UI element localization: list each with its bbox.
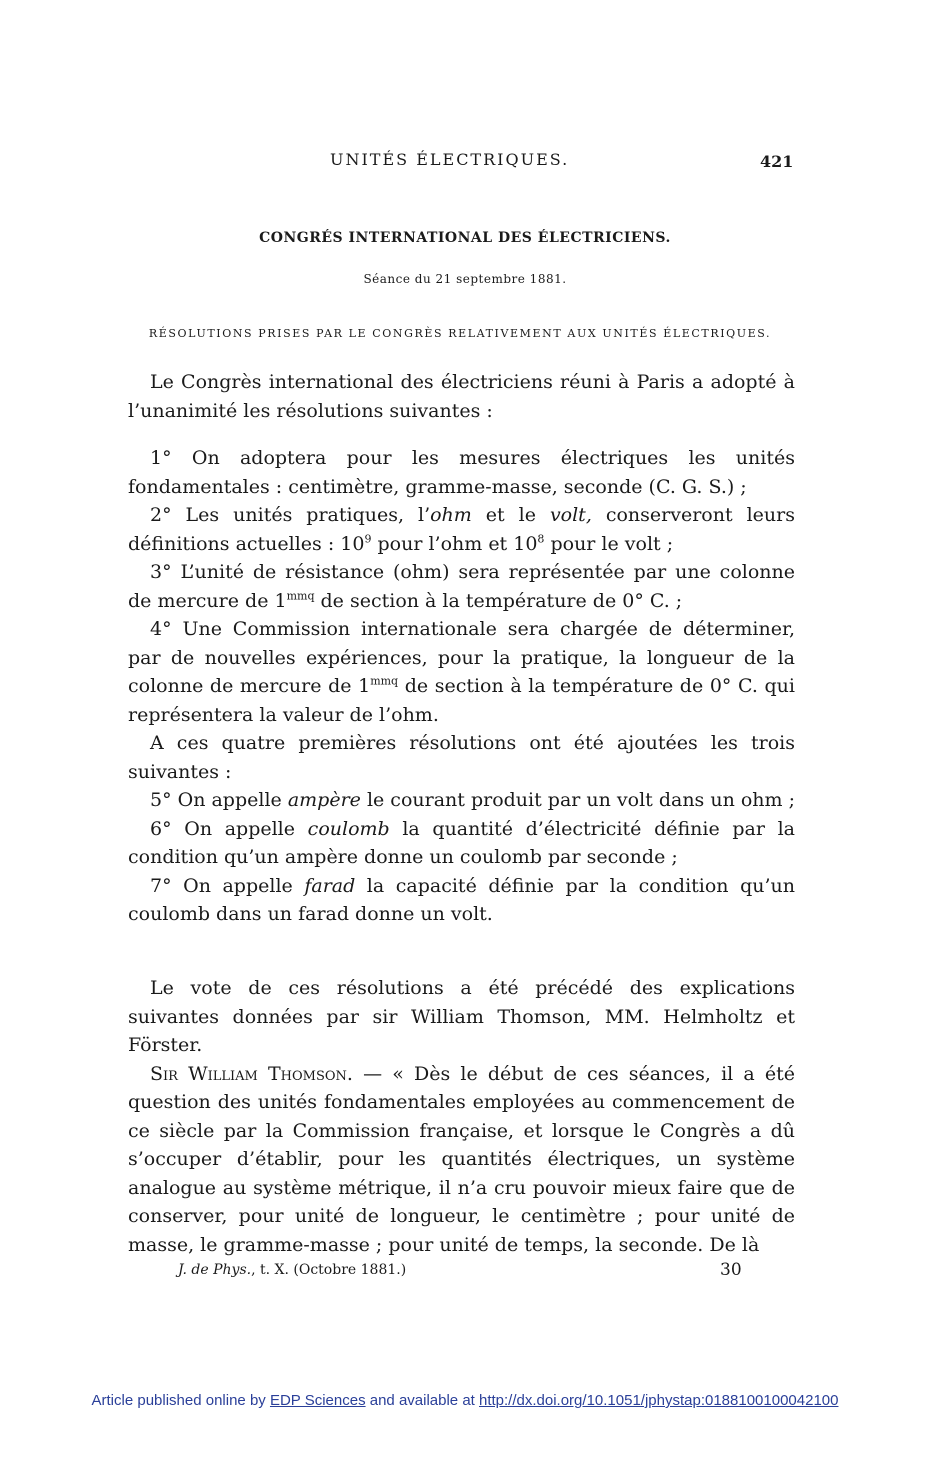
intro-paragraph (128, 368, 795, 425)
article-title: CONGRÉS INTERNATIONAL DES ÉLECTRICIENS. (259, 230, 671, 246)
resolutions-list (128, 444, 795, 929)
additional-resolutions-note: A ces quatre premières résolutions ont été ajoutées les trois suivantes : (128, 732, 795, 783)
running-title: UNITÉS ÉLECTRIQUES. (330, 150, 570, 169)
vote-paragraph: Le vote de ces résolutions a été précédé des explications suivantes données par sir William Thomson, MM. Helmholtz et Förster. (128, 977, 795, 1056)
thomson-speech: — « Dès le début de ces séances, il a été question des unités fondamentales employées au commencement de ce siècle par la Commission française, et lorsque le Congrès a dû s’occuper d’établir, pour les quantités électriques, un système analogue au système métrique, il n’a cru pouvoir mieux faire que de conserver, pour unité de longueur, le centimètre ; pour unité de masse, le gramme-masse ; pour unité de temps, la seconde. De là (128, 1062, 795, 1256)
speaker-name: Sir William Thomson. (150, 1062, 353, 1085)
resolutions-heading: RÉSOLUTIONS PRISES PAR LE CONGRÈS RELATIVEMENT AUX UNITÉS ÉLECTRIQUES. (148, 327, 772, 340)
doi-link[interactable]: http://dx.doi.org/10.1051/jphystap:0188100100042100 (479, 1392, 839, 1409)
journal-citation: J. de Phys., t. X. (Octobre 1881.) (178, 1262, 407, 1278)
thomson-paragraph (128, 1060, 795, 1260)
resolution-5: 5° On appelle ampère le courant produit par un volt dans un ohm ; (150, 789, 795, 811)
page-number: 421 (760, 152, 794, 171)
resolution-1: 1° On adoptera pour les mesures électriques les unités fondamentales : centimètre, gramme-masse, seconde (C. G. S.) ; (128, 447, 795, 498)
explanations-section (128, 974, 795, 1259)
resolution-4: 4° Une Commission internationale sera chargée de déterminer, par de nouvelles expériences, pour la pratique, la longueur de la colonne de mercure de $1^{mmq}$ de section à la température de 0° C. qui représentera la valeur de l’ohm. (128, 618, 795, 726)
session-date: Séance du 21 septembre 1881. (363, 272, 567, 286)
resolution-3: 3° L’unité de résistance (ohm) sera représentée par une colonne de mercure de $1^{mmq}$ de section à la température de 0° C. ; (128, 561, 795, 612)
publisher-link[interactable]: EDP Sciences (269, 1392, 366, 1409)
intro-text: Le Congrès international des électriciens réuni à Paris a adopté à l’unanimité les résolutions suivantes : (128, 371, 795, 422)
signature-mark: 30 (720, 1260, 742, 1280)
resolution-7: 7° On appelle farad la capacité définie par la condition qu’un coulomb dans un farad donne un volt. (128, 874, 795, 925)
publisher-note: Article published online by EDP Sciences and available at http://dx.doi.org/10.1051/jphystap:0188100100042100 (91, 1392, 839, 1409)
resolution-6: 6° On appelle coulomb la quantité d’électricité définie par la condition qu’un ampère donne un coulomb par seconde ; (128, 817, 795, 868)
resolution-2: 2° Les unités pratiques, l’ohm et le volt, conserveront leurs définitions actuelles : $10^9$ pour l’ohm et $10^8$ pour le volt ; (128, 504, 795, 555)
